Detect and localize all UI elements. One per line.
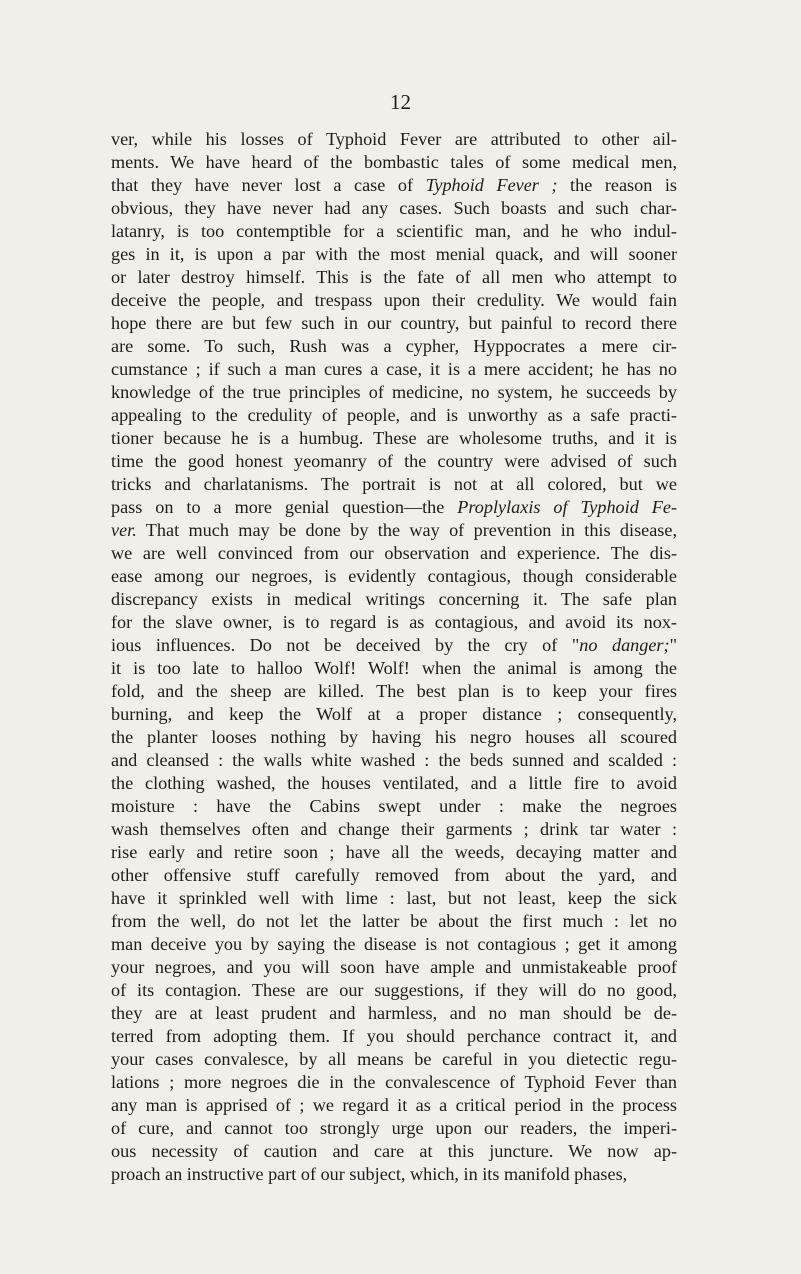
text-line bbox=[111, 220, 677, 243]
text-line bbox=[111, 1071, 677, 1094]
text-segment: or later destroy himself. This is the fate of all men who attempt to bbox=[111, 267, 677, 287]
text-segment: fold, and the sheep are killed. The best plan is to keep your fires bbox=[111, 681, 677, 701]
text-line bbox=[111, 496, 677, 519]
text-line bbox=[111, 680, 677, 703]
text-segment: we are well convinced from our observation and experience. The dis- bbox=[111, 543, 677, 563]
text-line bbox=[111, 588, 677, 611]
text-segment: and cleansed : the walls white washed : the beds sunned and scalded : bbox=[111, 750, 677, 770]
text-line bbox=[111, 864, 677, 887]
text-segment: it is too late to halloo Wolf! Wolf! when the animal is among the bbox=[111, 658, 677, 678]
text-segment: wash themselves often and change their garments ; drink tar water : bbox=[111, 819, 677, 839]
text-line bbox=[111, 611, 677, 634]
text-segment: rise early and retire soon ; have all the weeds, decaying matter and bbox=[111, 842, 677, 862]
text-line bbox=[111, 128, 677, 151]
text-line bbox=[111, 1140, 677, 1163]
text-segment: latanry, is too contemptible for a scientific man, and he who indul- bbox=[111, 221, 677, 241]
text-segment: your negroes, and you will soon have ample and unmistakeable proof bbox=[111, 957, 677, 977]
text-line bbox=[111, 956, 677, 979]
text-line bbox=[111, 703, 677, 726]
text-line bbox=[111, 749, 677, 772]
text-line bbox=[111, 266, 677, 289]
text-segment: have it sprinkled well with lime : last, but not least, keep the sick bbox=[111, 888, 677, 908]
text-line bbox=[111, 312, 677, 335]
text-line bbox=[111, 1163, 677, 1186]
text-segment: your cases convalesce, by all means be careful in you dietectic regu- bbox=[111, 1049, 677, 1069]
text-line bbox=[111, 1048, 677, 1071]
text-line bbox=[111, 473, 677, 496]
text-line bbox=[111, 174, 677, 197]
text-segment: cumstance ; if such a man cures a case, it is a mere accident; he has no bbox=[111, 359, 677, 379]
text-segment: burning, and keep the Wolf at a proper distance ; consequently, bbox=[111, 704, 677, 724]
text-line bbox=[111, 151, 677, 174]
text-line bbox=[111, 381, 677, 404]
text-segment: ease among our negroes, is evidently contagious, though considerable bbox=[111, 566, 677, 586]
text-segment: ments. We have heard of the bombastic tales of some medical men, bbox=[111, 152, 677, 172]
text-segment: proach an instructive part of our subject, which, in its manifold phases, bbox=[111, 1164, 628, 1184]
text-segment: knowledge of the true principles of medicine, no system, he succeeds by bbox=[111, 382, 677, 402]
text-line bbox=[111, 657, 677, 680]
text-segment: pass on to a more genial question—the bbox=[111, 497, 458, 517]
text-line bbox=[111, 450, 677, 473]
text-line bbox=[111, 634, 677, 657]
text-line bbox=[111, 1117, 677, 1140]
text-line bbox=[111, 542, 677, 565]
text-segment: other offensive stuff carefully removed from about the yard, and bbox=[111, 865, 677, 885]
text-line bbox=[111, 1002, 677, 1025]
text-line bbox=[111, 726, 677, 749]
text-segment: time the good honest yeomanry of the country were advised of such bbox=[111, 451, 677, 471]
text-segment: of cure, and cannot too strongly urge upon our readers, the imperi- bbox=[111, 1118, 677, 1138]
text-line bbox=[111, 358, 677, 381]
text-line bbox=[111, 427, 677, 450]
text-segment: that they have never lost a case of bbox=[111, 175, 426, 195]
text-segment: ges in it, is upon a par with the most menial quack, and will sooner bbox=[111, 244, 677, 264]
text-segment: ver, while his losses of Typhoid Fever are attributed to other ail- bbox=[111, 129, 677, 149]
text-line bbox=[111, 841, 677, 864]
text-line bbox=[111, 197, 677, 220]
text-segment: ious influences. Do not be deceived by the cry of " bbox=[111, 635, 580, 655]
text-line bbox=[111, 335, 677, 358]
text-segment: the clothing washed, the houses ventilated, and a little fire to avoid bbox=[111, 773, 677, 793]
text-segment: of its contagion. These are our suggestions, if they will do no good, bbox=[111, 980, 677, 1000]
text-line bbox=[111, 1094, 677, 1117]
text-line bbox=[111, 243, 677, 266]
text-segment: obvious, they have never had any cases. Such boasts and such char- bbox=[111, 198, 677, 218]
text-line bbox=[111, 795, 677, 818]
text-line bbox=[111, 933, 677, 956]
text-line bbox=[111, 910, 677, 933]
text-segment: the planter looses nothing by having his negro houses all scoured bbox=[111, 727, 677, 747]
text-line bbox=[111, 565, 677, 588]
page-number: 12 bbox=[390, 90, 411, 114]
text-segment: moisture : have the Cabins swept under : make the negroes bbox=[111, 796, 677, 816]
text-segment: " bbox=[669, 635, 677, 655]
text-segment: terred from adopting them. If you should perchance contract it, and bbox=[111, 1026, 677, 1046]
text-segment: ous necessity of caution and care at this juncture. We now ap- bbox=[111, 1141, 677, 1161]
body-text bbox=[111, 128, 677, 1186]
text-segment: are some. To such, Rush was a cypher, Hyppocrates a mere cir- bbox=[111, 336, 677, 356]
text-segment: deceive the people, and trespass upon their credulity. We would fain bbox=[111, 290, 677, 310]
italic-text-segment: ver. bbox=[111, 520, 137, 540]
text-segment: hope there are but few such in our country, but painful to record there bbox=[111, 313, 677, 333]
text-line bbox=[111, 289, 677, 312]
text-segment: the reason is bbox=[557, 175, 677, 195]
italic-text-segment: Typhoid Fever ; bbox=[425, 175, 558, 195]
italic-text-segment: no danger; bbox=[579, 635, 670, 655]
text-line bbox=[111, 818, 677, 841]
italic-text-segment: Proplylaxis of Typhoid Fe- bbox=[457, 497, 677, 517]
text-line bbox=[111, 772, 677, 795]
text-line bbox=[111, 887, 677, 910]
text-segment: from the well, do not let the latter be about the first much : let no bbox=[111, 911, 677, 931]
text-segment: man deceive you by saying the disease is not contagious ; get it among bbox=[111, 934, 677, 954]
text-line bbox=[111, 519, 677, 542]
text-segment: That much may be done by the way of prevention in this disease, bbox=[136, 520, 677, 540]
text-segment: tioner because he is a humbug. These are wholesome truths, and it is bbox=[111, 428, 677, 448]
text-segment: lations ; more negroes die in the convalescence of Typhoid Fever than bbox=[111, 1072, 677, 1092]
text-segment: they are at least prudent and harmless, and no man should be de- bbox=[111, 1003, 677, 1023]
text-line bbox=[111, 979, 677, 1002]
text-segment: discrepancy exists in medical writings concerning it. The safe plan bbox=[111, 589, 677, 609]
text-line bbox=[111, 404, 677, 427]
text-segment: any man is apprised of ; we regard it as a critical period in the process bbox=[111, 1095, 677, 1115]
text-segment: appealing to the credulity of people, and is unworthy as a safe practi- bbox=[111, 405, 677, 425]
text-line bbox=[111, 1025, 677, 1048]
text-segment: for the slave owner, is to regard is as contagious, and avoid its nox- bbox=[111, 612, 677, 632]
text-segment: tricks and charlatanisms. The portrait is not at all colored, but we bbox=[111, 474, 677, 494]
